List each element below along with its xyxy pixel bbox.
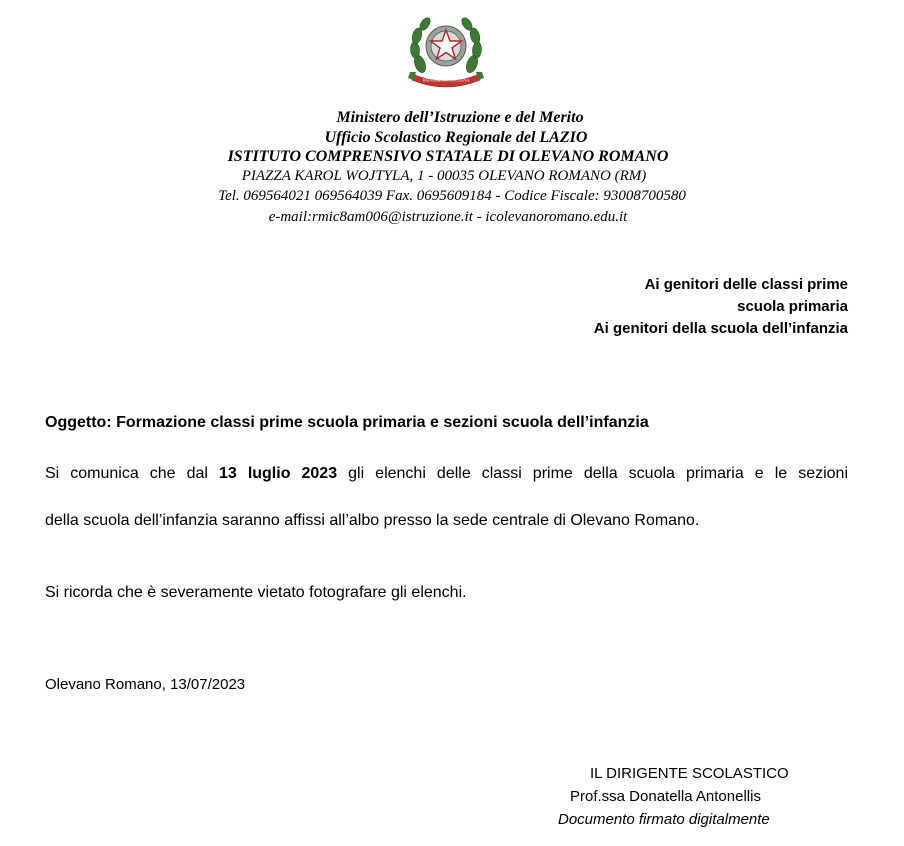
signatory-role: IL DIRIGENTE SCOLASTICO	[590, 765, 789, 782]
signatory-name: Prof.ssa Donatella Antonellis	[570, 788, 761, 805]
recipient-line-1: Ai genitori delle classi prime	[644, 276, 848, 293]
recipient-line-3: Ai genitori della scuola dell’infanzia	[593, 320, 848, 337]
school-address: PIAZZA KAROL WOJTYLA, 1 - 00035 OLEVANO ROMANO (RM)	[241, 168, 647, 184]
body-paragraph-1	[45, 465, 848, 483]
body-p1-end: gli elenchi delle classi prime della scuola primaria e le sezioni	[337, 465, 848, 482]
body-p1-start: Si comunica che dal	[45, 465, 219, 482]
italian-republic-emblem-icon	[404, 8, 488, 88]
body-paragraph-3: Si ricorda che è severamente vietato fotografare gli elenchi.	[45, 584, 467, 601]
recipient-line-2: scuola primaria	[737, 298, 848, 315]
school-phones: Tel. 069564021 069564039 Fax. 0695609184 - Codice Fiscale: 93008700580	[218, 188, 686, 204]
school-email: e-mail:rmic8am006@istruzione.it - icolevanoromano.edu.it	[268, 209, 628, 225]
ministry-name: Ministero dell’Istruzione e del Merito	[336, 109, 584, 126]
publication-date: 13 luglio 2023	[218, 465, 338, 482]
emblem-ribbon-text: REPUBBLICA ITALIANA	[422, 77, 470, 83]
signature-note: Documento firmato digitalmente	[558, 811, 770, 828]
body-paragraph-2: della scuola dell’infanzia saranno affissi all’albo presso la sede centrale di Olevano Romano.	[45, 512, 700, 529]
regional-office: Ufficio Scolastico Regionale del LAZIO	[324, 129, 588, 146]
school-name: ISTITUTO COMPRENSIVO STATALE DI OLEVANO ROMANO	[227, 148, 669, 165]
letter-subject: Oggetto: Formazione classi prime scuola primaria e sezioni scuola dell’infanzia	[45, 414, 649, 431]
place-and-date: Olevano Romano, 13/07/2023	[45, 676, 246, 693]
